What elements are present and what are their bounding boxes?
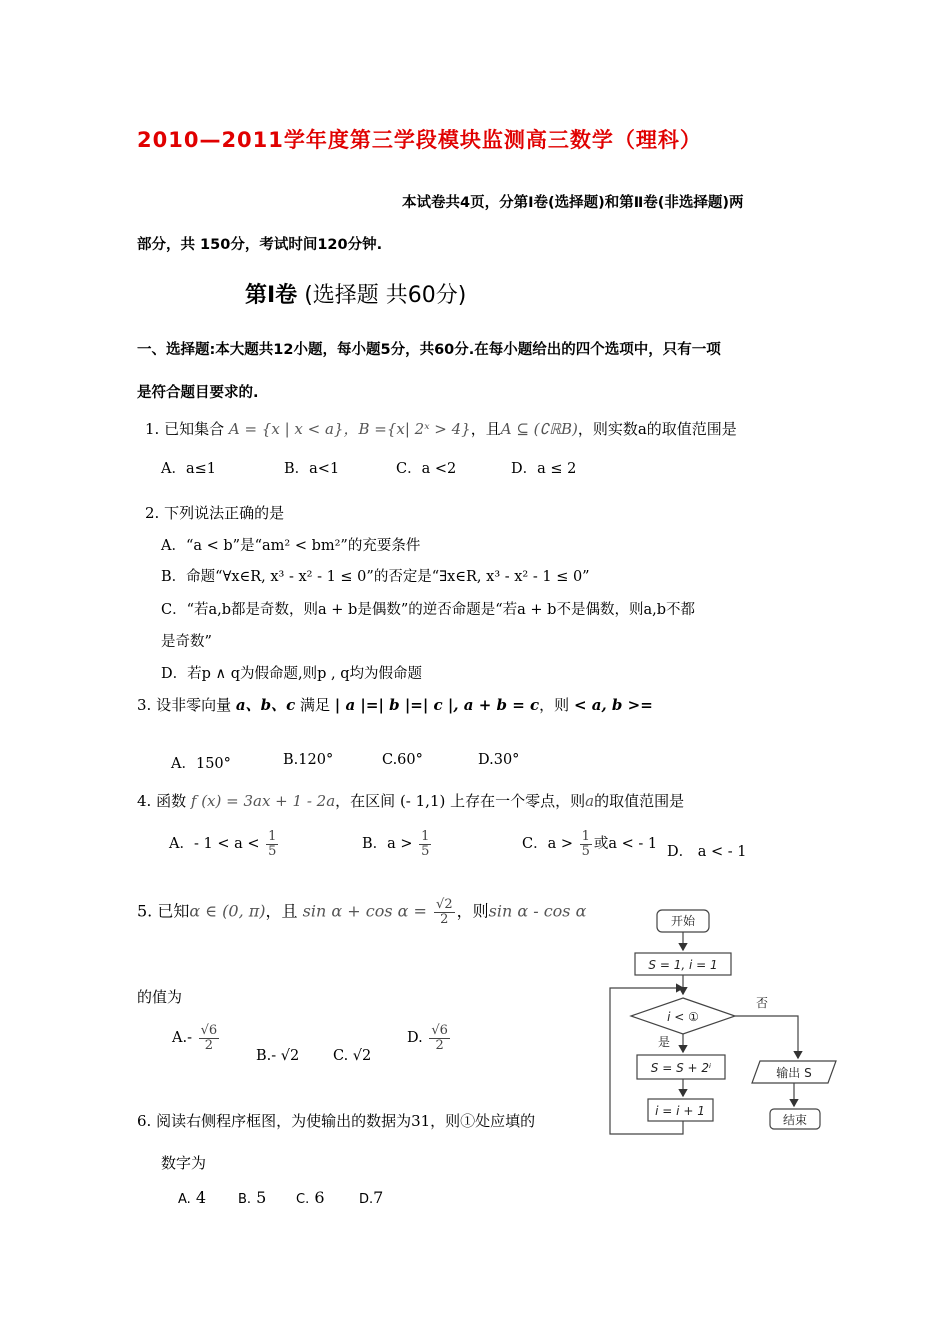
fraction-numerator: √2 [436,897,453,912]
fraction-denominator: 5 [268,843,277,859]
q4-var: a [585,792,595,810]
q3-cond: | a |=| b |=| c |, a + b = c [334,696,540,714]
fraction-denominator: 2 [204,1037,214,1053]
fraction-denominator: 5 [581,843,590,859]
q1-set-b: ，B ={x| 2ˣ > 4} [343,420,471,438]
flowchart-yes-label: 是 [657,1035,671,1049]
fraction-denominator: 5 [421,843,430,859]
q3-stem-c: ，则 [539,696,570,714]
q6-line-2: 数字为 [161,1154,207,1172]
q5-alpha: α ∈ (0, π) [189,901,266,921]
section-title-sub: (选择题 共60分) [304,283,467,308]
q5-stem-a: 5. 已知 [137,901,190,921]
q4-option-b-fraction [419,830,431,858]
q5-option-b-label: B. [256,1048,272,1064]
q4-option-a [169,830,280,858]
q1-stem-c: ，则实数a的取值范围是 [577,420,737,438]
fraction-numerator: 1 [581,829,590,844]
fraction-numerator: 1 [421,829,430,844]
flowchart-end-label: 结束 [782,1113,808,1127]
fraction-denominator: 2 [435,1037,444,1053]
q1-stem-a: 1. 已知集合 [145,420,225,438]
q5-option-b [256,1048,299,1064]
q3-stem [137,694,653,715]
fraction-numerator: √6 [431,1023,448,1038]
flowchart-update-i-label: i = i + 1 [655,1104,705,1118]
q1-stem-b: ，且 [470,420,501,438]
q1-option-b: B．a<1 [284,461,340,477]
q5-option-d [407,1024,452,1052]
q5-option-a-fraction [199,1024,220,1052]
q4-option-c [522,830,657,858]
q6-option-b-value: 5 [256,1188,267,1207]
q4-stem [137,790,684,811]
section-title-main: 第Ⅰ卷 [245,283,298,308]
q6-option-c [296,1188,325,1207]
fraction-numerator: √6 [200,1023,218,1038]
q5-stem-b: ，且 [265,901,298,921]
flowchart-decision-label: i < ① [667,1010,699,1024]
q5-option-a-label: A. [172,1030,188,1047]
intro-line-1: 本试卷共4页，分第Ⅰ卷(选择题)和第Ⅱ卷(非选择题)两 [402,195,744,211]
q6-option-c-value: 6 [314,1188,325,1207]
q5-option-b-value: - √2 [271,1048,300,1064]
q3-option-b: B.120° [283,752,334,768]
q5-option-a [172,1024,221,1052]
q2-option-a: A．“a < b”是“am² < bm²”的充要条件 [161,538,421,554]
q5-option-c-value: √2 [352,1048,372,1064]
flowchart-update-s-label: S = S + 2ⁱ [650,1061,712,1075]
q5-equation-fraction [434,898,455,926]
q3-option-c: C.60° [382,752,423,768]
q2-option-d: D．若p ∧ q为假命题,则p , q均为假命题 [161,666,423,682]
q4-option-c-post: a < - 1 [608,836,658,853]
q3-ask: < a, b >= [573,696,653,714]
q4-option-d: D． a < - 1 [667,844,747,860]
q4-option-c-fraction [580,830,592,858]
flowchart-output-label: 输出 S [776,1066,812,1080]
q5-stem [137,898,586,926]
q4-option-a-text: A．- 1 < a < [169,836,260,853]
flowchart-init-label: S = 1, i = 1 [648,958,718,972]
q6-option-d-value: 7 [373,1188,384,1207]
flowchart [600,900,860,1145]
q1-option-c: C．a <2 [396,461,457,477]
fraction-numerator: 1 [268,829,277,844]
q6-option-a-value: 4 [195,1188,207,1207]
q3-option-a: A．150° [171,756,231,772]
q4-stem-a: 4. 函数 [137,792,187,810]
q1-stem [145,418,737,439]
q4-option-a-fraction [266,830,278,858]
q1-set-a: A = {x | x < a} [228,420,344,438]
q5-option-c-label: C. [333,1048,349,1064]
q3-stem-a: 3. 设非零向量 [137,696,232,714]
q5-option-d-fraction [429,1024,450,1052]
q6-stem: 6. 阅读右侧程序框图，为使输出的数据为31，则①处应填的 [137,1112,536,1130]
q4-option-c-text: C．a > [522,836,573,853]
q4-option-c-or: 或 [593,836,609,853]
section-title [245,278,466,309]
q3-option-d: D.30° [478,752,520,768]
q5-stem-c: ，则 [456,901,489,921]
q6-option-a [178,1188,206,1207]
q3-stem-b: 满足 [300,696,331,714]
q5-option-c [333,1048,371,1064]
part-heading-line-1: 一、选择题:本大题共12小题，每小题5分，共60分.在每小题给出的四个选项中，只有一项 [137,342,721,358]
q6-option-c-label: C. [296,1192,310,1207]
q4-option-b [362,830,433,858]
q4-stem-d: 的取值范围是 [594,792,685,810]
flowchart-no-line [735,1016,798,1058]
exam-title: 2010—2011学年度第三学段模块监测高三数学（理科） [137,128,702,152]
q1-option-a: A．a≤1 [161,461,216,477]
q6-option-d [359,1188,383,1207]
q5-line-2: 的值为 [137,988,183,1006]
q5-option-a-sign: - [187,1030,192,1047]
q2-stem: 2. 下列说法正确的是 [145,504,285,522]
q5-option-d-label: D. [407,1030,423,1047]
q2-option-c-line-1: C．“若a,b都是奇数，则a + b是偶数”的逆否命题是“若a + b不是偶数，则a,b不都 [161,602,695,618]
q3-vectors: a、b、c [235,696,296,714]
part-heading-line-2: 是符合题目要求的. [137,385,259,401]
fraction-denominator: 2 [440,911,449,927]
q4-stem-c: 上存在一个零点，则 [450,792,586,810]
q5-equation: sin α + cos α = [302,901,427,921]
flowchart-no-label: 否 [755,996,769,1010]
q4-stem-b: ，在区间 [335,792,396,810]
q5-ask: sin α - cos α [488,901,587,921]
q2-option-c-line-2: 是奇数” [161,634,212,650]
q6-option-a-label: A. [178,1192,191,1207]
q1-cond: A ⊆ (∁ℝB) [500,420,578,438]
q6-option-d-label: D. [359,1192,374,1207]
q1-option-d: D．a ≤ 2 [511,461,577,477]
flowchart-start-label: 开始 [670,914,696,928]
q4-option-b-text: B．a > [362,836,413,853]
q4-interval: (- 1,1) [399,792,446,810]
q2-option-b: B．命题“∀x∈R, x³ - x² - 1 ≤ 0”的否定是“∃x∈R, x³ - x² - 1 ≤ 0” [161,569,590,585]
q6-option-b-label: B. [238,1192,252,1207]
q6-option-b [238,1188,266,1207]
q4-func: f (x) = 3ax + 1 - 2a [190,792,336,810]
intro-line-2: 部分，共 150分，考试时间120分钟. [137,237,383,253]
